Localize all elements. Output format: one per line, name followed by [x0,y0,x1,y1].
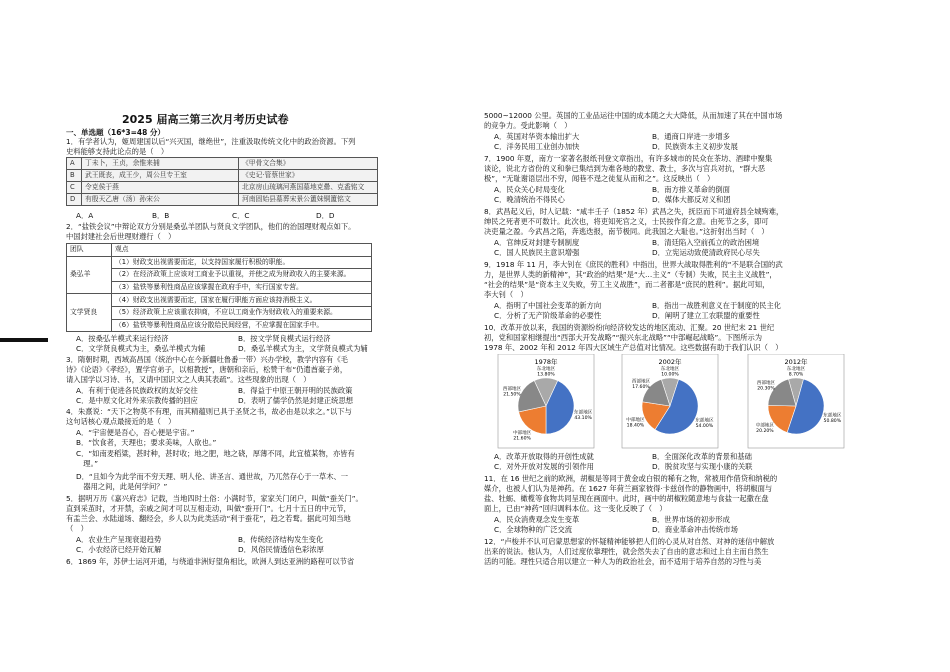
pie-slice-label: 东部地区 [695,418,714,424]
q5-option-b[interactable]: B．传统经济结构发生变化 [238,535,324,544]
q2-table [66,243,372,332]
q8-option-a[interactable]: A．官绅反对封建专制制度 [494,238,580,247]
q2-line: 中国封建社会后世理财遵行（ ） [66,232,176,241]
q10-line: 1978 年、2002 年和 2012 年四大区域生产总值对比情况。这些数据有助于我们认识（ ） [484,343,783,352]
q10-option-c[interactable]: C．对外开放对发展的引领作用 [494,462,594,471]
q3-line: 诗》《论语》《孝经》，置学官弟子，以相教授”，唐朝和亲后，松赞干布“仍遣酋豪子弟， [66,365,348,374]
q6-option-a[interactable]: A．英国对华资本输出扩大 [494,132,580,141]
q5-line: （ ） [66,524,88,533]
q5-option-c[interactable]: C．小农经济已经开始瓦解 [76,545,162,554]
pie-slice-label: 东部地区 [823,413,842,419]
q5-option-a[interactable]: A．农业生产呈现衰退趋势 [76,535,162,544]
q12-line: 出来的说法。他认为，人们过度依靠理性，就会然失去了自由的意志和过上自主而自然生 [484,547,769,556]
q9-option-a[interactable]: A．指明了中国社会变革的新方向 [494,301,602,310]
q2-option-d[interactable]: D．桑弘羊模式为主，文学贤良模式为辅 [238,344,368,353]
pie-slice-value: 43.10% [574,416,592,422]
page-title: 2025 届高三第三次月考历史试卷 [122,113,289,126]
gdp-pie-charts [482,354,897,450]
table-row: A 丁未卜，王贞，余惟来捕 《甲骨文合集》 [67,158,378,170]
q5-line: 有盂兰会、水陆道场、翻经会，乡人以为此类活动“利于蚕花”，趋之若鹜。据此可知当地 [66,514,351,523]
section-heading: 一、单选题（16*3=48 分） [66,128,165,137]
table-row: （5）经济政策上应该重农抑商，不应以工商业作为财政收入的重要来源。 [67,306,372,319]
q11-line: 11．在 16 世纪之前的欧洲，胡椒是等同于黄金或白银的稀有之物，常被用作借贷和纳税的 [484,474,778,483]
q7-line: 谈论，说北方省份的义和拳已集结到为难各地的教堂、教士，多次与官兵对抗，“群大恶 [484,164,766,173]
pie-slice-value: 18.40% [626,423,645,429]
q6-option-c[interactable]: C．洋务民用工业创办加快 [494,142,580,151]
pie-slice-label: 中部地区 [626,417,645,423]
pie-slice-label: 西部地区 [502,386,522,392]
table-row: 桑弘羊 （1）财政支出视需要而定，以支持国家履行积极的职能。 [67,256,372,269]
table-row: 文学贤良 （4）财政支出视需要而定，国家在履行职能方面应该持消极主义。 [67,294,372,307]
q9-option-b[interactable]: B．指出一战胜利意义在于制度的民主化 [652,301,782,310]
q2-line: 2．“盐铁会议”中辩论双方分别是桑弘羊团队与贤良文学团队，他们的治国理财观点如下。 [66,222,356,231]
pie-year-label: 2002年 [658,358,682,366]
q8-line: 绅民之死者更不可数计。此次也，将吏知死官之义，士民按作育之意。由死节之多，即可 [484,217,769,226]
q2-option-a[interactable]: A．按桑弘羊模式来运行经济 [76,334,169,343]
pie-slice-value: 10.00% [661,372,679,378]
table-row: 团队 观点 [67,244,372,257]
q9-line: 9．1918 年 11 月，李大钊在《庶民的胜利》中指出，世界大战取得胜利的“不是联合国的武 [484,260,783,269]
q4-option-a[interactable]: A．“宇宙便是吾心，吾心便是宇宙。” [76,428,195,437]
pie-slice-label: 东北地区 [786,367,806,372]
q6-line: 6．1869 年，苏伊士运河开通，与绕道非洲好望角相比，欧洲人到达亚洲的路程可以节省 [66,557,355,566]
q4-line: 这句话核心观点最接近的是（ ） [66,417,176,426]
q6-option-d[interactable]: D．民族资本主义初步发展 [652,142,738,151]
q10-option-d[interactable]: D．脱贫攻坚与实现小康的关联 [652,462,753,471]
q3-option-a[interactable]: A．有利于促进各民族政权的友好交往 [76,386,198,395]
q9-line: “社会的结果”是“资本主义失败，劳工主义战胜”，而二者都是“庶民的胜利”。据此可知， [484,280,770,289]
q4-option-d[interactable]: D．“且如今为此学而不穷天理、明人伦、讲圣言、通世故，乃兀然存心于一草木、一 [76,472,349,481]
pie-slice-label: 东部地区 [573,410,593,416]
q1-line: 史料能够支持此论点的是（ ） [66,147,169,156]
q3-line: 请入国学以习诗、书，又请中国识文之人典其表疏”。这些现象的出现（ ） [66,375,311,384]
q4-line: 4．朱熹说：“天下之物莫不有理，而其精蕴则已具于圣贤之书，故必由是以求之。”以下与 [66,407,352,416]
table-row: （2）在经济政策上应该对工商业予以重视，并使之成为财政收入的主要来源。 [67,269,372,282]
margin-bar [0,338,48,342]
pie-slice-label: 西部地区 [631,379,651,385]
q7-line: 极”，“无耻谢语层出不穷，闻巷不逞之徒复从而和之”。这反映出（ ） [484,174,715,183]
q11-option-b[interactable]: B．世界市场的初步形成 [652,515,730,524]
pie-slice-value: 20.20% [756,429,774,435]
pie-slice-label: 西部地区 [756,380,776,386]
q9-line: 力，是世界人类的新精神”，其“政治的结果”是“大…主义”（专制）失败，民主主义战胜”， [484,270,777,279]
q7-option-a[interactable]: A．民众关心时局变化 [494,185,565,194]
pie-year-label: 1978年 [534,358,558,366]
q3-line: 3．隋朝时期，西域高昌国（统治中心在今新疆吐鲁番一带）兴办学校，教学内容有《毛 [66,355,348,364]
q1-table [66,157,378,206]
q11-line: 面上，已由“神药”回归调料本位。这一变化反映了（ ） [484,504,667,513]
pie-slice-label: 中部地区 [512,431,532,437]
pie-slice-value: 54.00% [695,423,714,429]
q6-line: 5000~12000 公里。英国的工业品运往中国的成本随之大大降低，从而加速了其在中国市场 [484,111,783,120]
q4-option-b[interactable]: B．“饮食者，天理也；要求美味，人欲也。” [76,438,217,447]
q9-option-d[interactable]: D．阐明了建立工农联盟的重要性 [652,311,760,320]
q10-line: 10．改革开放以来，我国的资源纷纷向经济较发达的地区流动、汇聚。20 世纪末 21 世纪 [484,323,775,332]
q10-line: 初，党和国家相继提出“西部大开发战略”“振兴东北战略”“中部崛起战略”。下图所示为 [484,333,763,342]
q3-option-c[interactable]: C．是中原文化对外来宗教传播的回应 [76,396,198,405]
q7-line: 7．1900 年夏，南方一家著名报纸刊登文章指出，有许多城市的民众在茶坊、酒肆中聚集 [484,154,773,163]
q6-option-b[interactable]: B．通商口岸进一步增多 [652,132,730,141]
q8-option-d[interactable]: D．立宪运动致使清政府民心尽失 [652,248,760,257]
q10-option-a[interactable]: A．改革开放取得的开创性成就 [494,452,594,461]
q1-option-d[interactable]: D．D [316,211,335,220]
q1-line: 1．有学者认为，姬周建国以后“兴灭国，继绝世”，注重汲取传统文化中的政治资源。下列 [66,137,356,146]
q2-option-c[interactable]: C．文学贤良模式为主，桑弘羊模式为辅 [76,344,206,353]
q2-option-b[interactable]: B．按文学贤良模式运行经济 [238,334,331,343]
pie-slice-value: 50.80% [823,419,842,425]
q12-line: 12．“卢梭并不认可启蒙思想家的怀疑精神能够把人们的心灵从对自然、对神的迷信中解放 [484,537,775,546]
pie-slice-label: 东北地区 [660,367,680,372]
q1-option-c[interactable]: C．C [232,211,250,220]
q8-line: 决吏量之盈。今武昌之陷，奔逃迭报，南节极同。此我国之大耻也。”这折射出当时（ ） [484,227,769,236]
q5-line: 直到采茧时，才开禁，亲戚之间才可以互相走动，叫做“蚕开门”。七月十五日的中元节， [66,504,351,513]
q4-option-d-cont: 器用之间，此是何学问？” [76,482,168,491]
q11-line: 媒介，也被人们认为是神药。在 1627 年荷兰画家彼得·卡兹创作的静物画中，将胡椒面与 [484,484,773,493]
q8-option-b[interactable]: B．清廷陷入空前孤立的政治困境 [652,238,760,247]
pie-slice-value: 21.60% [513,436,531,442]
q3-option-d[interactable]: D．表明了儒学仍然是封建正统思想 [238,396,354,405]
pie-slice-value: 13.80% [537,372,555,378]
q8-option-c[interactable]: C．国人民族民主意识增强 [494,248,580,257]
table-row: B 武王既丧，成王少，周公旦专王室 《史记·管蔡世家》 [67,170,378,182]
q11-option-a[interactable]: A．民众消费观念发生变革 [494,515,580,524]
q1-option-a[interactable]: A．A [76,211,94,220]
pie-slice-value: 8.70% [788,372,804,378]
q4-option-c[interactable]: C．“如南麦稻粱，甚时种，甚时收；地之肥，地之硗，厚薄不同，此宜植某物，亦皆有 [76,449,355,458]
pie-slice-value: 17.60% [632,385,650,391]
q7-option-b[interactable]: B．南方排义革命的倒面 [652,185,730,194]
q11-line: 盐、牡蛎、橄榄等食物共同呈现在画面中。此时，画中的胡椒粒随意地与食盐一起撒在盘 [484,494,769,503]
q11-option-d[interactable]: D．商业革命冲击传统市场 [652,525,738,534]
pie-slice-value: 21.50% [503,392,521,398]
q5-option-d[interactable]: D．风俗民情透信色彩浓厚 [238,545,324,554]
q10-option-b[interactable]: B．全面深化改革的背景和基础 [652,452,752,461]
q1-option-b[interactable]: B．B [152,211,170,220]
pie-slice-label: 东北地区 [536,367,556,372]
q12-line: 活的可能。理性只适合用以建立一种人为的政治社会，而不适用于培养自然的习性与美 [484,557,762,566]
q5-line: 5．据明万历《嘉兴府志》记载，当地四时土俗：小满时节，家家关门闭户，叫做“蚕关门”。 [66,494,363,503]
pie-slice-label: 中部地区 [755,423,775,429]
pie-year-label: 2012年 [784,358,808,366]
q7-option-d[interactable]: D．媒体大都反对义和团 [652,195,731,204]
table-row: （3）盐铁等暴利性商品应该掌握在政府手中，实行国家专营。 [67,281,372,294]
q7-option-c[interactable]: C．晚清统治不得民心 [494,195,565,204]
table-row: C 令克侯于燕 北京房山琉璃河燕国墓地克罍、克盉铭文 [67,182,378,194]
pie-slice-value: 20.30% [757,386,775,392]
table-row: D 有殷天乙唐（汤）孙宋公 河南固始县墓葬宋景公簠妹铜簠铭文 [67,194,378,206]
table-row: （6）盐铁等暴利性商品应该分散给民间经营，不应掌握在国家手中。 [67,319,372,332]
q9-line: 李大钊（ ） [484,290,528,299]
q3-option-b[interactable]: B．得益于中原王朝开明的民族政策 [238,386,353,395]
q8-line: 8．武昌起义后，时人记载：“咸丰壬子（1852 年）武昌之失，抚臣而下司道府县全城殉难， [484,207,784,216]
q9-option-c[interactable]: C．分析了无产阶级革命的必要性 [494,311,602,320]
q4-option-c-cont: 理。” [76,459,99,468]
q11-option-c[interactable]: C．全球物种的广泛交流 [494,525,573,534]
q6-line: 的竞争力。受此影响（ ） [484,121,572,130]
